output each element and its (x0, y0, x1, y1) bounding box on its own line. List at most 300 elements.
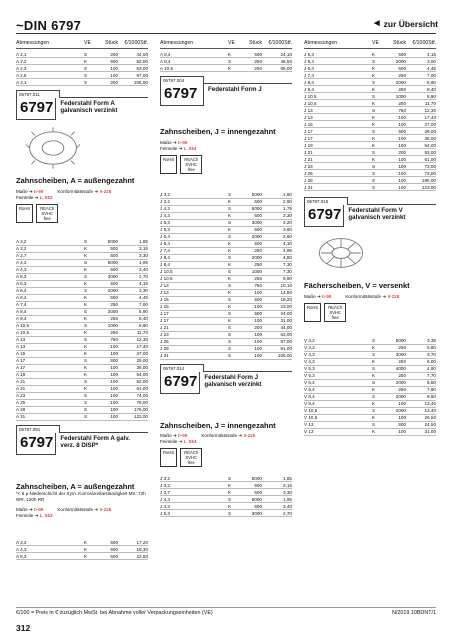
ve-cell: S (228, 283, 232, 288)
ve-cell: K (372, 65, 376, 71)
table-row (16, 65, 148, 72)
price-cell: 97,00 (136, 72, 148, 78)
table-row (160, 332, 292, 339)
price-cell: 52,00 (136, 379, 148, 384)
qty-cell: 100 (110, 393, 118, 398)
ve-cell: S (228, 269, 232, 274)
size-cell: A 4,3 (16, 546, 27, 552)
price-cell: 3,40 (139, 267, 148, 272)
ve-cell: K (372, 156, 376, 162)
price-cell: 176,00 (133, 407, 148, 412)
price-cell: 8,90 (139, 323, 148, 328)
conf-ref-link[interactable]: II-228 (243, 433, 256, 438)
table-row (304, 121, 436, 128)
price-cell: 17,40 (424, 114, 436, 120)
price-cell: 53,00 (424, 149, 436, 155)
size-cell: J 4,3 (160, 206, 170, 211)
rohs-badge: RoHS (16, 204, 33, 223)
qty-cell: 5000 (107, 260, 118, 265)
qty-cell: 100 (398, 184, 406, 190)
fine-ref-link[interactable]: L, 554 (183, 439, 197, 444)
size-cell: J 21 (304, 156, 313, 162)
mass-ref-link[interactable]: II-99 (322, 293, 332, 299)
size-cell: V 3,2 (304, 345, 315, 350)
fine-ref-link[interactable]: L, 553 (39, 513, 53, 518)
ve-cell: S (372, 380, 376, 385)
price-cell: 52,00 (136, 58, 148, 64)
qty-cell: 3000 (107, 274, 118, 279)
qty-cell: 100 (398, 156, 406, 162)
ve-cell: K (84, 295, 88, 300)
column-1: Abmessungen VE Stück €/1000Stf. A 2,1 S 200 44,00 A 2,2 K 500 52,00 A 2,3 S 100 63,00 A 2,5 S 100 97,00 A 3,1 S 200 105,00 06797.011 6797 Federstahl Form A galvanisch verzinkt Zahnscheiben, A = außengezahnt Maße ➔ II-99 Konformitätsstufe ➔ II-228 Feinteile ➔ L, 553 RoHS REACh SVHC free A 3,2 S 5000 1,85 A 3,2 K 500 3,15 A 3,7 K 500 3,30 A 4,3 S 5000 1,95 A 4,3 K 500 3,40 A 5,3 S 3000 2,70 A 5,3 K 500 4,15 A 6,4 S 2000 3,30 A 6,4 K 500 4,45 A 7,4 K 250 7,00 A 8,4 S 2000 5,90 A 8,4 K 250 8,40 A 10,5 S 1000 8,90 A 10,5 K 250 11,70 A 13 S 750 12,30 A 13 K 100 17,40 A 15 K 100 27,00 A 17 S 500 29,00 A 17 K 100 36,00 A 19 K 100 54,00 A 21 S 100 52,00 A 21 K 100 61,00 A 23 S 100 74,00 A 25 S 100 78,00 A 28 S 100 176,00 A 31 S 100 123,00 06797.081 6797 Federstahl Form A galv. verz. 8 DISP* Zahnscheiben, A = außengezahnt *< 6 µ Niederschicht der Sym. Korrosionsbeständigkeit MS: 72h WR, 120h RR Maße ➔ II-99 Konformitätsstufe ➔ II-228 Feinteile ➔ L, 553 A 3,2 K 500 17,20 A 4,3 K 500 18,30 A 5,3 K 500 22,50 (16, 40, 148, 559)
table-row (304, 387, 436, 394)
price-cell: 7,00 (139, 302, 148, 307)
table-row (304, 345, 436, 352)
size-cell: J 21 (160, 325, 169, 330)
table-row (160, 311, 292, 318)
ve-cell: K (372, 86, 376, 92)
qty-cell: 500 (398, 51, 406, 57)
ve-cell: K (228, 489, 232, 495)
ve-cell: S (228, 220, 232, 225)
qty-cell: 250 (398, 345, 406, 350)
price-cell: 5,50 (427, 380, 436, 385)
table-row (304, 100, 436, 107)
ve-cell: K (84, 281, 88, 286)
qty-cell: 2000 (251, 234, 262, 239)
ve-cell: S (372, 394, 376, 399)
qty-cell: 200 (398, 149, 406, 155)
price-cell: 3,30 (139, 288, 148, 293)
ve-cell: S (84, 323, 88, 328)
size-cell: J 4,3 (160, 503, 170, 509)
price-cell: 12,30 (136, 337, 148, 342)
ve-cell: S (228, 192, 232, 197)
qty-cell: 500 (110, 253, 118, 258)
table-row (16, 365, 148, 372)
qty-cell: 200 (254, 325, 262, 330)
ve-cell: S (228, 311, 232, 316)
table-row (16, 386, 148, 393)
price-cell: 7,90 (427, 387, 436, 392)
table-row (304, 415, 436, 422)
mass-ref-link[interactable]: II-99 (34, 188, 44, 194)
qty-cell: 1000 (251, 269, 262, 274)
table-row (16, 400, 148, 407)
size-cell: J 13 (160, 283, 169, 288)
price-cell: 91,00 (280, 346, 292, 351)
price-cell: 4,45 (427, 65, 436, 71)
size-cell: A 23 (16, 393, 26, 398)
price-cell: 36,00 (136, 365, 148, 370)
table-row (160, 353, 292, 360)
table-row (16, 351, 148, 358)
ve-cell: K (84, 58, 88, 64)
size-cell: J 15 (160, 297, 169, 302)
table-row (16, 51, 148, 58)
table-row (304, 338, 436, 345)
price-cell: 18,30 (136, 546, 148, 552)
table-row (16, 372, 148, 379)
size-cell: A 2,2 (16, 58, 27, 64)
price-cell: 105,00 (277, 353, 292, 358)
size-cell: A 8,4 (16, 309, 27, 314)
size-cell: V 10,5 (304, 408, 318, 413)
qty-cell: 100 (254, 339, 262, 344)
ve-cell: S (372, 107, 376, 113)
price-cell: 3,00 (427, 58, 436, 64)
size-cell: V 8,4 (304, 401, 315, 406)
qty-cell: 500 (398, 128, 406, 134)
ve-cell: K (372, 100, 376, 106)
product-label: Federstahl Form J (208, 86, 262, 93)
product-label: Federstahl Form V galvanisch verzinkt (348, 207, 406, 221)
size-cell: A 7,4 (16, 302, 27, 307)
table-row (16, 79, 148, 86)
ve-cell: K (228, 503, 232, 509)
price-cell: 4,45 (139, 295, 148, 300)
qty-cell: 100 (398, 401, 406, 406)
price-cell: 10,10 (280, 283, 292, 288)
qty-cell: 100 (110, 72, 118, 78)
table-row (304, 79, 436, 86)
table-row (304, 72, 436, 79)
qty-cell: 2000 (251, 255, 262, 260)
product-code: 06797.014 (160, 364, 204, 372)
table-row (304, 366, 436, 373)
size-cell: A 8,4 (16, 316, 27, 321)
price-cell: 44,00 (280, 325, 292, 330)
ve-cell: S (84, 309, 88, 314)
conf-ref-link[interactable]: II-228 (99, 507, 112, 512)
ve-cell: K (228, 276, 232, 281)
conf-ref-link[interactable]: II-228 (99, 188, 112, 194)
price-cell: 78,00 (136, 400, 148, 405)
price-cell: 7,00 (427, 72, 436, 78)
footer-note: €/100 = Preis in € zuzüglich MwSt. bei Abnahme voller Verpackungseinheiten (VE) (16, 610, 213, 616)
qty-cell: 100 (110, 344, 118, 349)
size-cell: J 13 (160, 290, 169, 295)
qty-cell: 750 (398, 107, 406, 113)
ve-cell: S (84, 407, 88, 412)
ve-cell: S (372, 149, 376, 155)
size-cell: J 28 (304, 177, 313, 183)
price-cell: 123,00 (133, 414, 148, 419)
ve-cell: K (372, 142, 376, 148)
price-cell: 6,00 (427, 359, 436, 364)
rohs-badge: RoHS (160, 155, 177, 174)
price-cell: 2,60 (283, 234, 292, 239)
ve-cell: S (372, 338, 376, 343)
ve-cell: K (372, 373, 376, 378)
price-cell: 2,70 (139, 274, 148, 279)
ve-cell: S (372, 58, 376, 64)
table-row (304, 184, 436, 191)
qty-cell: 100 (398, 142, 406, 148)
qty-cell: 100 (398, 415, 406, 420)
price-cell: 8,40 (427, 86, 436, 92)
page-number: 312 (16, 623, 31, 633)
footer (16, 607, 436, 616)
table-header: Abmessungen VE Stück €/1000Stf. (304, 40, 436, 49)
qty-cell: 250 (254, 276, 262, 281)
qty-cell: 250 (110, 316, 118, 321)
table-row (16, 267, 148, 274)
price-cell: 23,00 (280, 304, 292, 309)
size-cell: A 10,5 (16, 330, 30, 335)
price-cell: 4,80 (427, 366, 436, 371)
price-cell: 24,00 (280, 311, 292, 316)
table-row (160, 304, 292, 311)
qty-cell: 3000 (251, 510, 262, 516)
price-cell: 186,00 (421, 177, 436, 183)
price-cell: 1,60 (283, 192, 292, 197)
product-code: 06797.011 (16, 90, 60, 98)
mass-ref-link[interactable]: II-99 (34, 507, 44, 512)
price-cell: 3,15 (283, 482, 292, 488)
price-cell: 63,00 (280, 332, 292, 337)
ve-cell: S (84, 51, 88, 57)
back-to-overview-link[interactable] (372, 18, 438, 29)
header-rule (16, 33, 436, 34)
table-row (304, 401, 436, 408)
qty-cell: 100 (110, 372, 118, 377)
table-row (16, 407, 148, 414)
table-row (160, 65, 292, 72)
conf-ref-link[interactable]: II-228 (387, 293, 400, 299)
table-row (16, 344, 148, 351)
qty-cell: 100 (110, 365, 118, 370)
price-cell: 12,30 (424, 107, 436, 113)
size-cell: J 5,3 (160, 510, 170, 516)
product-label: Federstahl Form A galv. verz. 8 DISP* (60, 434, 130, 449)
size-cell: J 10,5 (304, 93, 317, 99)
table-header: Abmessungen VE Stück €/1000Stf. (16, 40, 148, 49)
table-row (16, 393, 148, 400)
size-cell: V 8,4 (304, 394, 315, 399)
qty-cell: 500 (110, 267, 118, 272)
table-row (16, 274, 148, 281)
ve-cell: K (84, 553, 88, 559)
ve-cell: S (84, 274, 88, 279)
rohs-badge: RoHS (304, 303, 321, 322)
table-row (160, 339, 292, 346)
price-cell: 36,00 (424, 135, 436, 141)
fine-ref-link[interactable]: L, 553 (39, 194, 53, 200)
qty-cell: 250 (110, 330, 118, 335)
qty-cell: 100 (254, 290, 262, 295)
size-cell: A 28 (16, 407, 26, 412)
table-row (16, 281, 148, 288)
qty-cell: 500 (110, 546, 118, 552)
product-subtitle: Zahnscheiben, A = außengezahnt (16, 176, 135, 185)
ve-cell: S (372, 93, 376, 99)
ve-cell: S (372, 366, 376, 371)
qty-cell: 500 (398, 422, 406, 427)
price-cell: 13,40 (424, 408, 436, 413)
size-cell: A 2,1 (16, 51, 27, 57)
ve-cell: K (372, 114, 376, 120)
product-number: 6797 (16, 98, 56, 120)
qty-cell: 4000 (395, 366, 406, 371)
ve-cell: S (228, 234, 232, 239)
ve-cell: S (84, 239, 88, 244)
qty-cell: 100 (398, 429, 406, 434)
ve-cell: K (372, 72, 376, 78)
ve-cell: K (228, 227, 232, 232)
table-row (160, 58, 292, 65)
ve-cell: K (84, 344, 88, 349)
table-row (160, 199, 292, 206)
price-cell: 3,30 (283, 489, 292, 495)
ve-cell: S (372, 163, 376, 169)
fine-ref-link[interactable]: L, 554 (183, 145, 197, 151)
ve-cell: S (84, 79, 88, 85)
mass-ref-link[interactable]: II-99 (178, 433, 188, 438)
ve-cell: K (228, 51, 232, 57)
qty-cell: 2000 (107, 288, 118, 293)
size-cell: V 4,3 (304, 359, 315, 364)
reach-badge: REACh SVHC free (180, 448, 202, 467)
size-cell: J 21 (304, 149, 313, 155)
ve-cell: S (228, 475, 232, 481)
table-row (16, 379, 148, 386)
ve-cell: K (84, 546, 88, 552)
mass-ref-link[interactable]: II-99 (178, 139, 188, 145)
product-number: 6797 (160, 84, 204, 106)
size-cell: A 31 (16, 414, 26, 419)
table-row (16, 295, 148, 302)
qty-cell: 250 (254, 262, 262, 267)
price-cell: 123,00 (421, 184, 436, 190)
table-row (160, 318, 292, 325)
table-row (160, 283, 292, 290)
size-cell: A 5,3 (16, 274, 27, 279)
qty-cell: 2000 (395, 79, 406, 85)
ve-cell: S (228, 297, 232, 302)
size-cell: J 19 (304, 142, 313, 148)
table-row (304, 93, 436, 100)
qty-cell: 2000 (107, 309, 118, 314)
qty-cell: 250 (398, 86, 406, 92)
table-row (160, 325, 292, 332)
ve-cell: S (84, 260, 88, 265)
qty-cell: 200 (110, 51, 118, 57)
table-row (16, 253, 148, 260)
product-number: 6797 (304, 205, 344, 227)
price-cell: 22,50 (136, 553, 148, 559)
price-cell: 61,00 (136, 386, 148, 391)
ve-cell: K (84, 302, 88, 307)
ve-cell: K (84, 351, 88, 356)
qty-cell: 100 (254, 346, 262, 351)
price-cell: 31,00 (424, 429, 436, 434)
qty-cell: 500 (110, 58, 118, 64)
price-cell: 8,50 (427, 394, 436, 399)
external-tooth-washer-image (26, 126, 80, 170)
qty-cell: 1000 (107, 323, 118, 328)
size-cell: J 4,3 (160, 213, 170, 218)
price-cell: 3,30 (283, 213, 292, 218)
price-cell: 3,40 (283, 503, 292, 509)
price-cell: 7,70 (427, 373, 436, 378)
qty-cell: 100 (398, 163, 406, 169)
price-cell: 26,50 (424, 415, 436, 420)
price-cell: 4,10 (283, 241, 292, 246)
ve-cell: S (84, 337, 88, 342)
table-row (304, 86, 436, 93)
table-row (16, 358, 148, 365)
size-cell: A 3,2 (16, 539, 27, 545)
size-cell: A 6,4 (16, 295, 27, 300)
footer-ref: N/2019.10BDNT/1 (391, 610, 436, 616)
price-cell: 46,50 (280, 58, 292, 64)
ve-cell: K (84, 246, 88, 251)
product-code: 06797.081 (16, 425, 60, 433)
table-row (304, 149, 436, 156)
price-cell: 24,50 (424, 422, 436, 427)
ve-cell: S (84, 414, 88, 419)
ve-cell: K (372, 401, 376, 406)
size-cell: J 5,3 (304, 51, 314, 57)
price-cell: 14,80 (280, 290, 292, 295)
ve-cell: S (228, 332, 232, 337)
table-row (16, 309, 148, 316)
qty-cell: 2000 (395, 380, 406, 385)
reach-badge: REACh SVHC free (36, 204, 58, 223)
ve-cell: S (372, 352, 376, 357)
table-row (16, 288, 148, 295)
ve-cell: S (228, 510, 232, 516)
table-row (16, 323, 148, 330)
table-row (304, 394, 436, 401)
qty-cell: 200 (110, 79, 118, 85)
table-row (160, 213, 292, 220)
table-row (16, 58, 148, 65)
product-code: 06797.004 (160, 76, 204, 84)
table-row (304, 135, 436, 142)
size-cell: V 3,2 (304, 338, 315, 343)
size-cell: A 6,4 (16, 288, 27, 293)
qty-cell: 100 (398, 135, 406, 141)
size-cell: J 8,4 (304, 86, 314, 92)
qty-cell: 500 (110, 295, 118, 300)
size-cell: J 23 (304, 163, 313, 169)
ve-cell: S (84, 400, 88, 405)
size-cell: J 15 (160, 304, 169, 309)
qty-cell: 1000 (395, 93, 406, 99)
price-cell: 31,00 (280, 318, 292, 323)
ve-cell: K (372, 345, 376, 350)
product-label: Federstahl Form A galvanisch verzinkt (60, 100, 118, 114)
qty-cell: 100 (398, 121, 406, 127)
price-cell: 74,00 (136, 393, 148, 398)
price-cell: 2,20 (283, 220, 292, 225)
product-subtitle: Fächerscheiben, V = versenkt (304, 281, 410, 290)
ve-cell: S (372, 184, 376, 190)
size-cell: A 21 (16, 386, 26, 391)
price-cell: 67,00 (280, 339, 292, 344)
ve-cell: K (228, 482, 232, 488)
price-cell: 54,00 (424, 142, 436, 148)
ve-cell: K (228, 318, 232, 323)
size-cell: J 3,2 (160, 475, 170, 481)
size-cell: J 10,5 (160, 276, 173, 281)
price-cell: 4,80 (283, 255, 292, 260)
table-row (304, 156, 436, 163)
table-row (304, 65, 436, 72)
ve-cell: S (228, 496, 232, 502)
